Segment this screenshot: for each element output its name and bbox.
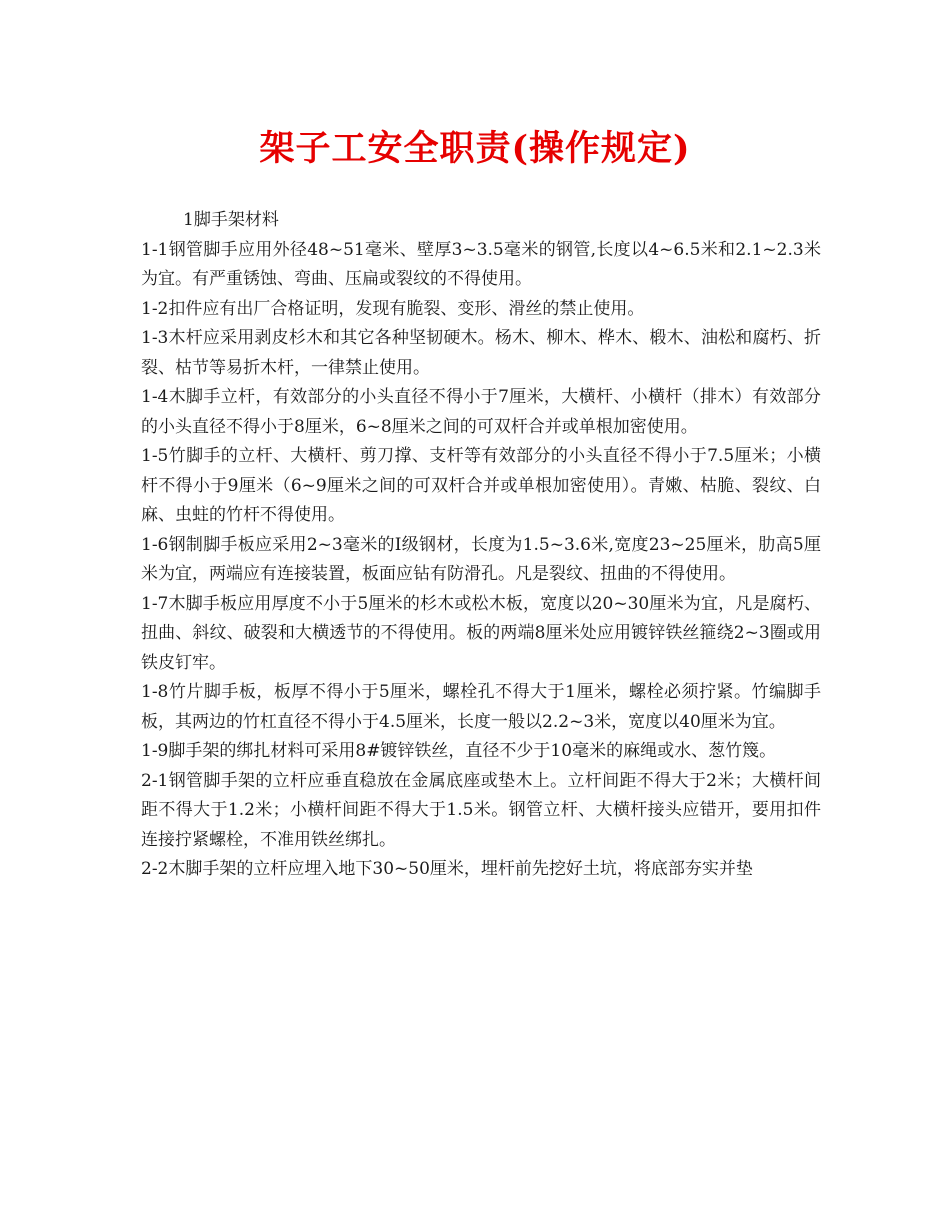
paragraph: 2-1钢管脚手架的立杆应垂直稳放在金属底座或垫木上。立杆间距不得大于2米；大横杆间距不得大于1.2米；小横杆间距不得大于1.5米。钢管立杆、大横杆接头应错开，要用扣件连接拧紧螺栓，不准用铁丝绑扎。 xyxy=(141,770,821,850)
paragraph: 1-5竹脚手的立杆、大横杆、剪刀撑、支杆等有效部分的小头直径不得小于7.5厘米；小横杆不得小于9厘米（6~9厘米之间的可双杆合并或单根加密使用）。青嫩、枯脆、裂纹、白麻、虫蛀的竹杆不得使用。 xyxy=(141,446,821,525)
paragraph: 1-8竹片脚手板，板厚不得小于5厘米，螺栓孔不得大于1厘米，螺栓必须拧紧。竹编脚手板，其两边的竹杠直径不得小于4.5厘米，长度一般以2.2~3米，宽度以40厘米为宜。 xyxy=(141,682,821,732)
paragraph: 1-1钢管脚手应用外径48~51毫米、壁厚3~3.5毫米的钢管,长度以4~6.5米和2.1~2.3米为宜。有严重锈蚀、弯曲、压扁或裂纹的不得使用。 xyxy=(141,239,821,289)
paragraph: 1-7木脚手板应用厚度不小于5厘米的杉木或松木板，宽度以20~30厘米为宜，凡是腐朽、扭曲、斜纹、破裂和大横透节的不得使用。板的两端8厘米处应用镀锌铁丝箍绕2~3圈或用铁皮钉牢。 xyxy=(141,593,821,673)
document-title: 架子工安全职责(操作规定) xyxy=(259,128,691,169)
document-body xyxy=(141,206,821,885)
section-heading: 1脚手架材料 xyxy=(183,210,279,230)
paragraph: 1-9脚手架的绑扎材料可采用8#镀锌铁丝，直径不少于10毫米的麻绳或水、葱竹篾。 xyxy=(141,741,777,761)
paragraph: 1-2扣件应有出厂合格证明，发现有脆裂、变形、滑丝的禁止使用。 xyxy=(141,298,645,319)
paragraph: 1-6钢制脚手板应采用2~3毫米的Ⅰ级钢材，长度为1.5~3.6米,宽度23~25厘米，肋高5厘米为宜，两端应有连接装置，板面应钻有防滑孔。凡是裂纹、扭曲的不得使用。 xyxy=(141,534,821,584)
paragraph: 1-3木杆应采用剥皮杉木和其它各种坚韧硬木。杨木、柳木、桦木、椴木、油松和腐朽、折裂、枯节等易折木杆，一律禁止使用。 xyxy=(141,328,821,378)
paragraph: 2-2木脚手架的立杆应埋入地下30~50厘米，埋杆前先挖好土坑，将底部夯实并垫 xyxy=(141,859,753,879)
paragraph: 1-4木脚手立杆，有效部分的小头直径不得小于7厘米，大横杆、小横杆（排木）有效部分的小头直径不得小于8厘米，6~8厘米之间的可双杆合并或单根加密使用。 xyxy=(141,387,821,437)
